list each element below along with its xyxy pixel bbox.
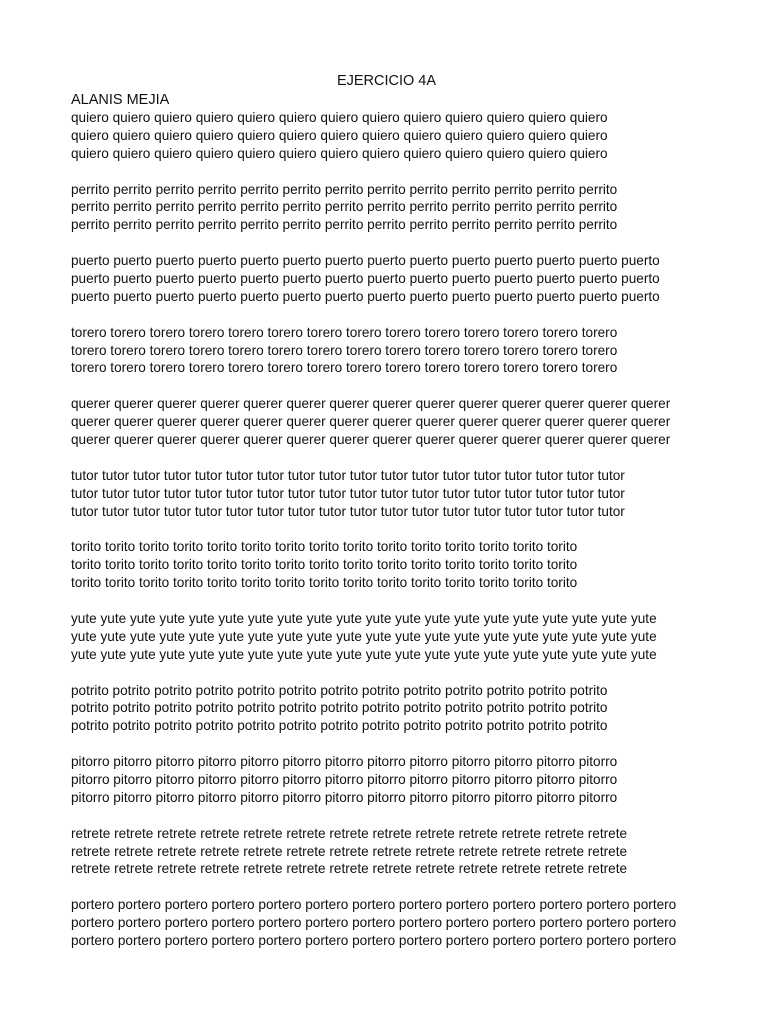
text-line: potrito potrito potrito potrito potrito potrito potrito potrito potrito potrito potrito potrito potrito [71, 718, 608, 734]
text-line: potrito potrito potrito potrito potrito potrito potrito potrito potrito potrito potrito potrito potrito [71, 682, 608, 698]
text-line: quiero quiero quiero quiero quiero quiero quiero quiero quiero quiero quiero quiero quiero [71, 127, 608, 143]
text-line: torito torito torito torito torito torito torito torito torito torito torito torito torito torito torito [71, 539, 578, 555]
exercise-blocks [71, 109, 696, 950]
text-line: perrito perrito perrito perrito perrito perrito perrito perrito perrito perrito perrito perrito perrito [71, 181, 618, 197]
word-block-pitorro [71, 753, 696, 807]
text-line: torero torero torero torero torero torero torero torero torero torero torero torero torero torero [71, 360, 618, 376]
text-line: portero portero portero portero portero portero portero portero portero portero portero portero portero [71, 932, 677, 948]
word-block-potrito [71, 682, 696, 736]
text-line: pitorro pitorro pitorro pitorro pitorro pitorro pitorro pitorro pitorro pitorro pitorro pitorro pitorro [71, 771, 618, 787]
text-line: portero portero portero portero portero portero portero portero portero portero portero portero portero [71, 915, 677, 931]
word-block-portero [71, 896, 696, 950]
text-line: torero torero torero torero torero torero torero torero torero torero torero torero torero torero [71, 324, 618, 340]
document-title: EJERCICIO 4A [336, 73, 437, 89]
text-line: puerto puerto puerto puerto puerto puerto puerto puerto puerto puerto puerto puerto puerto puerto [71, 288, 660, 304]
text-line: portero portero portero portero portero portero portero portero portero portero portero portero portero [71, 897, 677, 913]
text-line: perrito perrito perrito perrito perrito perrito perrito perrito perrito perrito perrito perrito perrito [71, 199, 618, 215]
word-block-yute [71, 610, 696, 664]
text-line: querer querer querer querer querer querer querer querer querer querer querer querer querer querer [71, 432, 671, 448]
word-block-torito [71, 538, 696, 592]
word-block-torero [71, 324, 696, 378]
text-line: potrito potrito potrito potrito potrito potrito potrito potrito potrito potrito potrito potrito potrito [71, 700, 608, 716]
author-name: ALANIS MEJIA [71, 92, 170, 108]
text-line: quiero quiero quiero quiero quiero quiero quiero quiero quiero quiero quiero quiero quiero [71, 145, 608, 161]
word-block-puerto [71, 252, 696, 306]
text-line: retrete retrete retrete retrete retrete retrete retrete retrete retrete retrete retrete retrete retrete [71, 843, 628, 859]
text-line: puerto puerto puerto puerto puerto puerto puerto puerto puerto puerto puerto puerto puerto puerto [71, 271, 660, 287]
text-line: pitorro pitorro pitorro pitorro pitorro pitorro pitorro pitorro pitorro pitorro pitorro pitorro pitorro [71, 789, 618, 805]
text-line: tutor tutor tutor tutor tutor tutor tutor tutor tutor tutor tutor tutor tutor tutor tutor tutor tutor tutor [71, 503, 625, 519]
text-line: tutor tutor tutor tutor tutor tutor tutor tutor tutor tutor tutor tutor tutor tutor tutor tutor tutor tutor [71, 485, 625, 501]
word-block-querer [71, 395, 696, 449]
text-line: querer querer querer querer querer querer querer querer querer querer querer querer querer querer [71, 414, 671, 430]
word-block-perrito [71, 181, 696, 235]
text-line: yute yute yute yute yute yute yute yute yute yute yute yute yute yute yute yute yute yute yute yute [71, 646, 657, 662]
text-line: quiero quiero quiero quiero quiero quiero quiero quiero quiero quiero quiero quiero quiero [71, 110, 608, 125]
word-block-retrete [71, 825, 696, 879]
text-line: retrete retrete retrete retrete retrete retrete retrete retrete retrete retrete retrete retrete retrete [71, 861, 628, 877]
text-line: yute yute yute yute yute yute yute yute yute yute yute yute yute yute yute yute yute yute yute yute [71, 628, 657, 644]
text-line: querer querer querer querer querer querer querer querer querer querer querer querer querer querer [71, 396, 671, 412]
text-line: torero torero torero torero torero torero torero torero torero torero torero torero torero torero [71, 342, 618, 358]
text-line: pitorro pitorro pitorro pitorro pitorro pitorro pitorro pitorro pitorro pitorro pitorro pitorro pitorro [71, 754, 618, 770]
text-line: yute yute yute yute yute yute yute yute yute yute yute yute yute yute yute yute yute yute yute yute [71, 610, 657, 626]
text-line: tutor tutor tutor tutor tutor tutor tutor tutor tutor tutor tutor tutor tutor tutor tutor tutor tutor tutor [71, 467, 625, 483]
word-block-quiero [71, 109, 696, 163]
text-line: torito torito torito torito torito torito torito torito torito torito torito torito torito torito torito [71, 557, 578, 573]
text-line: perrito perrito perrito perrito perrito perrito perrito perrito perrito perrito perrito perrito perrito [71, 217, 618, 233]
text-line: puerto puerto puerto puerto puerto puerto puerto puerto puerto puerto puerto puerto puerto puerto [71, 253, 660, 269]
word-block-tutor [71, 467, 696, 521]
text-line: retrete retrete retrete retrete retrete retrete retrete retrete retrete retrete retrete retrete retrete [71, 825, 628, 841]
document-page [71, 72, 696, 968]
text-line: torito torito torito torito torito torito torito torito torito torito torito torito torito torito torito [71, 575, 578, 591]
